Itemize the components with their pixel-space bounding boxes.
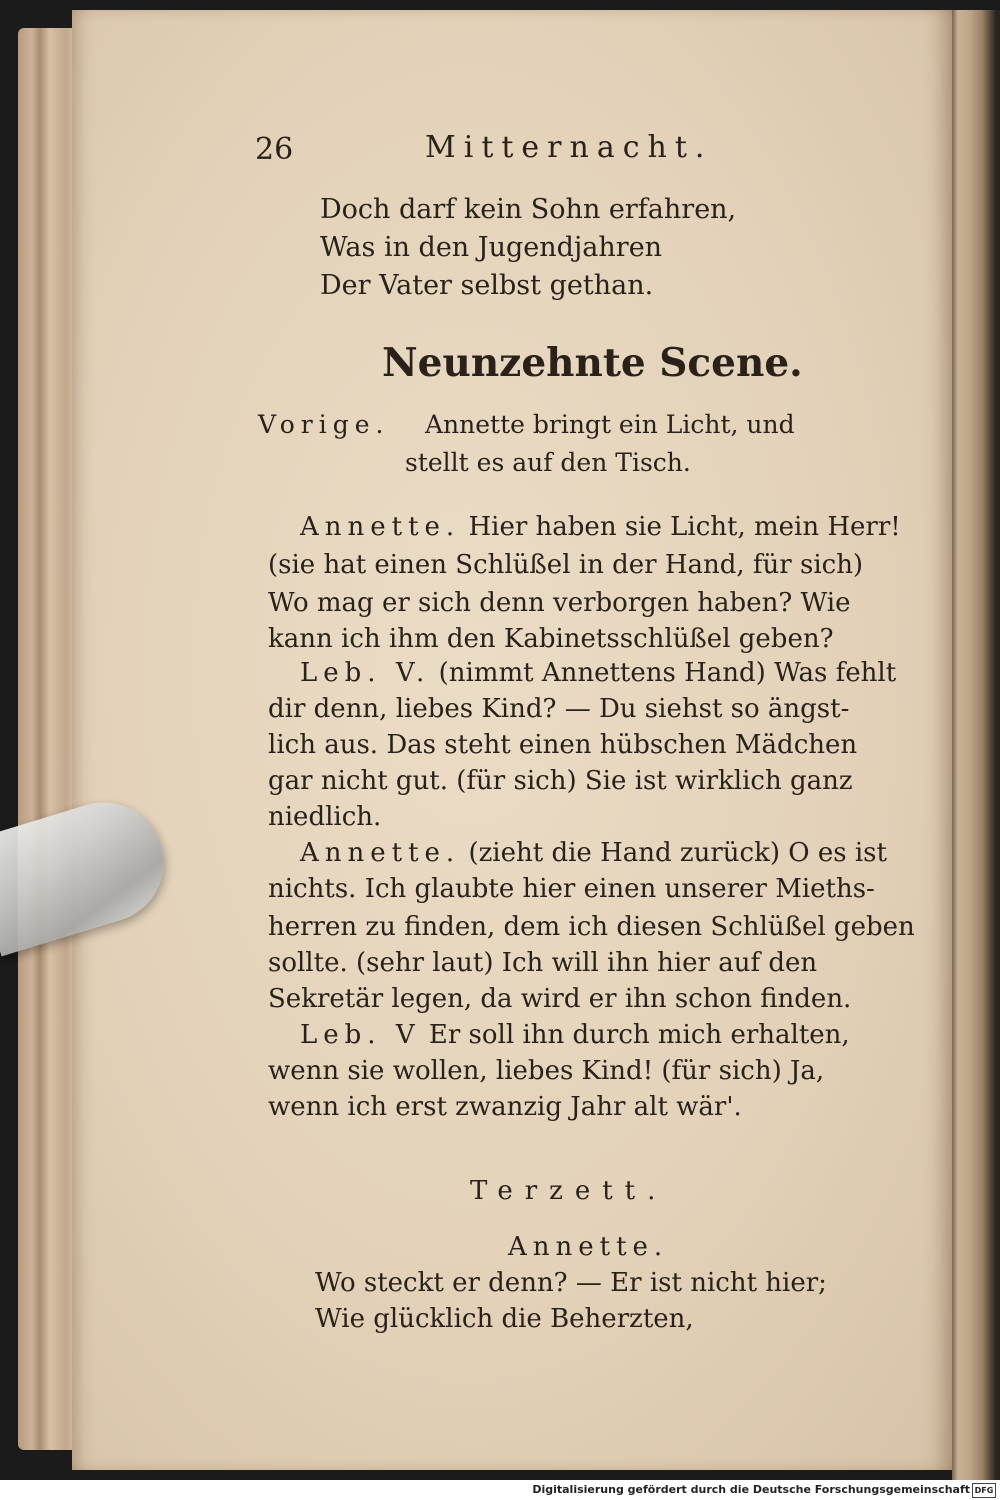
stage-direction-line: Annette bringt ein Licht, und [425,410,795,439]
dialogue-line: wenn sie wollen, liebes Kind! (für sich) Ja, [268,1056,825,1086]
dialogue-line [300,838,887,868]
dialogue-line [300,512,901,542]
speaker-name: Leb. V [300,1020,421,1050]
verse-line: Was in den Jugendjahren [320,232,663,263]
dialogue-line: dir denn, liebes Kind? — Du siehst so ängst- [268,694,850,724]
verse-line: Wo steckt er denn? — Er ist nicht hier; [315,1268,827,1298]
dialogue-text: Hier haben sie Licht, mein Herr! [468,512,901,542]
running-title: Mitternacht. [425,130,713,165]
stage-direction-line: stellt es auf den Tisch. [405,448,691,477]
dialogue-text: (nimmt Annettens Hand) Was fehlt [438,658,897,688]
section-title: Terzett. [470,1176,668,1206]
dialogue-line: Sekretär legen, da wird er ihn schon finden. [268,984,852,1014]
dialogue-line: (sie hat einen Schlüßel in der Hand, für sich) [268,550,864,580]
dialogue-line: sollte. (sehr laut) Ich will ihn hier auf den [268,948,818,978]
footer-bar [0,1480,1000,1500]
dialogue-line: wenn ich erst zwanzig Jahr alt wär'. [268,1092,742,1122]
speaker-name: Leb. V. [300,658,431,688]
book-gutter [952,10,1000,1480]
dialogue-line: gar nicht gut. (für sich) Sie ist wirklich ganz [268,766,853,796]
scene-title: Neunzehnte Scene. [382,340,803,386]
dialogue-line: nichts. Ich glaubte hier einen unserer Mieths- [268,874,875,904]
speaker-name: Annette. [300,512,461,542]
dialogue-line: lich aus. Das steht einen hübschen Mädchen [268,730,858,760]
stage-speaker: Vorige. [258,410,390,439]
dfg-logo-icon: DFG [972,1483,996,1498]
dialogue-text: (zieht die Hand zurück) O es ist [468,838,887,868]
speaker-name: Annette. [300,838,461,868]
speaker-name: Annette. [508,1232,669,1262]
dialogue-line [300,1020,850,1050]
verse-line: Wie glücklich die Beherzten, [315,1304,694,1334]
verse-line: Der Vater selbst gethan. [320,270,654,301]
page-number: 26 [255,132,294,167]
dialogue-line: niedlich. [268,802,382,832]
footer-credit: Digitalisierung gefördert durch die Deutsche Forschungsgemeinschaft [532,1483,970,1496]
dialogue-line: herren zu finden, dem ich diesen Schlüßel geben [268,912,915,942]
dialogue-line: kann ich ihm den Kabinetsschlüßel geben? [268,624,834,654]
dialogue-line [300,658,896,688]
dialogue-line: Wo mag er sich denn verborgen haben? Wie [268,588,851,618]
verse-line: Doch darf kein Sohn erfahren, [320,194,737,225]
dialogue-text: Er soll ihn durch mich erhalten, [428,1020,850,1050]
